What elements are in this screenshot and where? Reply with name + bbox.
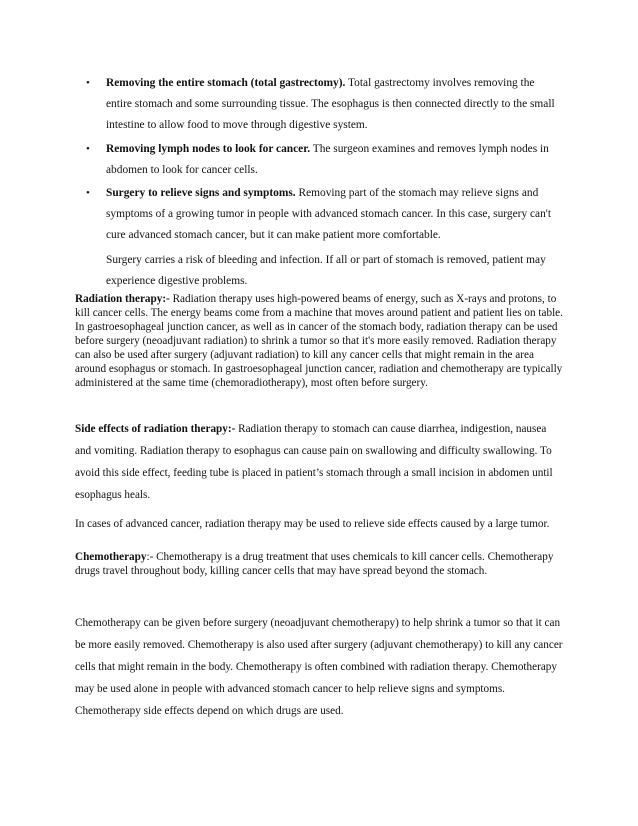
bullet-heading: Surgery to relieve signs and symptoms.: [106, 187, 296, 199]
bullet-body: The surgeon examines and removes lymph nodes in abdomen to look for cancer cells.: [106, 143, 549, 176]
side-effects-body: Radiation therapy to stomach can cause diarrhea, indigestion, nausea and vomiting. Radiation therapy to esophagus can cause pain on swallowing and difficulty swallowing. To avoid this side effect, feeding tube is placed in patient’s stomach through a small incision in abdomen until esophagus heals.: [75, 423, 553, 501]
bullet-heading: Removing lymph nodes to look for cancer.: [106, 143, 311, 155]
side-effects-paragraph: [75, 418, 565, 506]
bullet-point-icon: •: [86, 187, 90, 199]
bullet-heading: Removing the entire stomach (total gastrectomy).: [106, 77, 346, 89]
bullet-point-icon: •: [86, 143, 90, 155]
side-effects-heading: Side effects of radiation therapy:-: [75, 423, 236, 435]
bullet-lymph-nodes: [86, 139, 561, 181]
radiation-heading: Radiation therapy:-: [75, 293, 170, 305]
bullet-total-gastrectomy: [86, 73, 561, 136]
radiation-therapy-paragraph: [75, 292, 565, 390]
bullet-relieve-symptoms: [86, 183, 561, 246]
chemotherapy-paragraph: [75, 550, 565, 578]
chemo-heading: Chemotherapy: [75, 551, 147, 563]
bullet-body: Removing part of the stomach may relieve signs and symptoms of a growing tumor in people with advanced stomach cancer. In this case, surgery can't cure advanced stomach cancer, but it can make patient more comfortable.: [106, 187, 552, 241]
bullet-body: Total gastrectomy involves removing the entire stomach and some surrounding tissue. The esophagus is then connected directly to the small intestine to allow food to move through digestive system.: [106, 77, 555, 131]
surgery-risk-paragraph: Surgery carries a risk of bleeding and infection. If all or part of stomach is removed, patient may experience digestive problems.: [106, 254, 546, 287]
chemotherapy-details-paragraph: Chemotherapy can be given before surgery (neoadjuvant chemotherapy) to help shrink a tumor so that it can be more easily removed. Chemotherapy is also used after surgery (adjuvant chemotherapy) to kill any cancer cells that might remain in the body. Chemotherapy is often combined with radiation therapy. Chemotherapy may be used alone in people with advanced stomach cancer to help relieve signs and symptoms. Chemotherapy side effects depend on which drugs are used.: [75, 617, 563, 717]
bullet-point-icon: •: [86, 77, 90, 89]
chemo-body: :- Chemotherapy is a drug treatment that uses chemicals to kill cancer cells. Chemotherapy drugs travel throughout body, killing cancer cells that may have spread beyond the stomach.: [75, 551, 554, 577]
radiation-body: Radiation therapy uses high-powered beams of energy, such as X-rays and protons, to kill cancer cells. The energy beams come from a machine that moves around patient and patient lies on table. In gastroesophageal junction cancer, as well as in cancer of the stomach body, radiation therapy can be used before surgery (neoadjuvant radiation) to shrink a tumor so that it's more easily removed. Radiation therapy can also be used after surgery (adjuvant radiation) to kill any cancer cells that might remain in the area around esophagus or stomach. In gastroesophageal junction cancer, radiation and chemotherapy are typically administered at the same time (chemoradiotherapy), most often before surgery.: [75, 293, 563, 389]
advanced-cancer-paragraph: In cases of advanced cancer, radiation therapy may be used to relieve side effects caused by a large tumor.: [75, 518, 550, 530]
